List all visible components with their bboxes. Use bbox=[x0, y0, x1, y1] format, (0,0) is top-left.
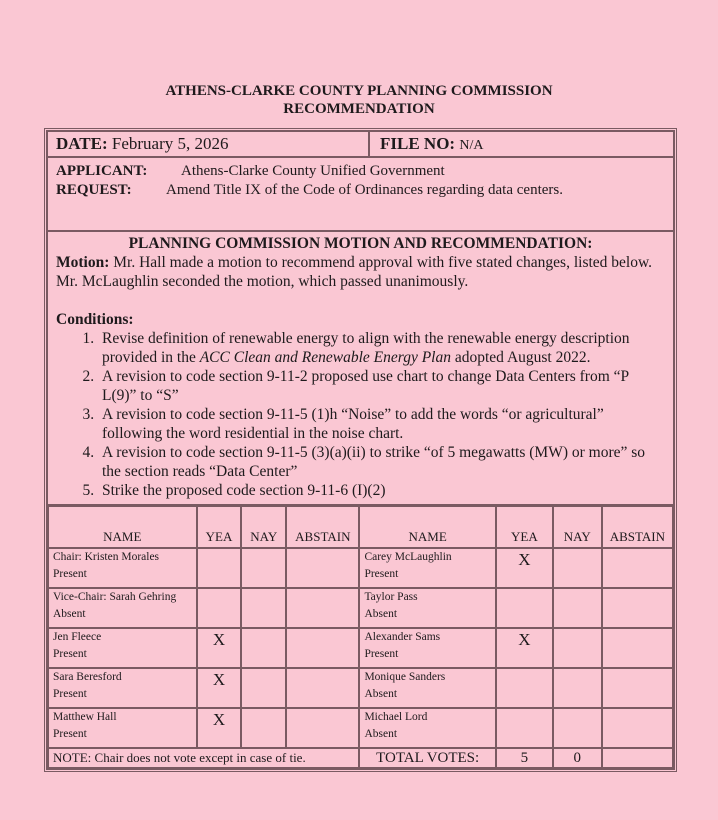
abstain-mark bbox=[602, 548, 673, 588]
member-status: Present bbox=[53, 648, 87, 660]
col-name-left: NAME bbox=[48, 506, 197, 548]
plan-title: ACC Clean and Renewable Energy Plan bbox=[199, 349, 451, 366]
condition-item bbox=[98, 405, 665, 443]
member-cell bbox=[359, 668, 495, 708]
document-title bbox=[0, 82, 718, 118]
abstain-mark bbox=[602, 668, 673, 708]
abstain-mark bbox=[286, 708, 359, 748]
yea-mark: X bbox=[197, 628, 242, 668]
member-name: Sara Beresford bbox=[53, 671, 122, 683]
vote-row bbox=[48, 628, 673, 668]
condition-item bbox=[98, 481, 665, 500]
col-abstain-left: ABSTAIN bbox=[286, 506, 359, 548]
recommendation-form bbox=[44, 128, 677, 772]
condition-text: A revision to code section 9-11-5 (1)h “Noise” to add the words “or agricultural” following the word residential in the noise chart. bbox=[102, 406, 604, 442]
yea-mark bbox=[496, 708, 553, 748]
nay-mark bbox=[553, 548, 602, 588]
member-status: Present bbox=[53, 688, 87, 700]
conditions-list bbox=[56, 329, 665, 500]
applicant-value: Athens-Clarke County Unified Government bbox=[181, 163, 445, 179]
col-abstain-right: ABSTAIN bbox=[602, 506, 673, 548]
member-name: Monique Sanders bbox=[364, 671, 446, 683]
vote-row bbox=[48, 708, 673, 748]
yea-mark: X bbox=[496, 628, 553, 668]
vote-row bbox=[48, 548, 673, 588]
motion-heading: PLANNING COMMISSION MOTION AND RECOMMENDATION: bbox=[128, 235, 593, 252]
vote-table bbox=[48, 506, 673, 768]
header-row bbox=[48, 132, 673, 158]
abstain-mark bbox=[602, 708, 673, 748]
file-no-value: N/A bbox=[459, 138, 484, 153]
member-name: Alexander Sams bbox=[364, 631, 441, 643]
yea-mark bbox=[197, 588, 242, 628]
member-name: Chair: Kristen Morales bbox=[53, 551, 160, 563]
file-no-label: FILE NO: bbox=[380, 134, 456, 153]
yea-mark: X bbox=[197, 668, 242, 708]
title-line-1: ATHENS-CLARKE COUNTY PLANNING COMMISSION bbox=[165, 83, 553, 99]
member-cell bbox=[48, 668, 197, 708]
member-cell bbox=[48, 548, 197, 588]
member-cell bbox=[359, 708, 495, 748]
col-yea-right: YEA bbox=[496, 506, 553, 548]
chair-note: NOTE: Chair does not vote except in case of tie. bbox=[48, 748, 359, 768]
conditions-label: Conditions: bbox=[56, 311, 134, 328]
abstain-mark bbox=[602, 628, 673, 668]
nay-mark bbox=[241, 668, 286, 708]
member-status: Present bbox=[53, 568, 87, 580]
member-status: Present bbox=[53, 728, 87, 740]
member-cell bbox=[48, 588, 197, 628]
abstain-mark bbox=[286, 588, 359, 628]
condition-text: A revision to code section 9-11-2 proposed use chart to change Data Centers from “P L(9)” to “S” bbox=[102, 368, 629, 404]
nay-mark bbox=[241, 708, 286, 748]
nay-mark bbox=[241, 548, 286, 588]
date-cell bbox=[48, 132, 370, 156]
title-line-2: RECOMMENDATION bbox=[283, 101, 435, 117]
member-name: Vice-Chair: Sarah Gehring bbox=[53, 591, 177, 603]
member-status: Present bbox=[364, 568, 399, 580]
total-nay: 0 bbox=[553, 748, 602, 768]
vote-row bbox=[48, 668, 673, 708]
member-status: Absent bbox=[53, 608, 86, 620]
abstain-mark bbox=[286, 548, 359, 588]
member-name: Taylor Pass bbox=[364, 591, 418, 603]
col-nay-right: NAY bbox=[553, 506, 602, 548]
total-yea: 5 bbox=[496, 748, 553, 768]
member-status: Absent bbox=[364, 728, 398, 740]
member-name: Jen Fleece bbox=[53, 631, 102, 643]
member-cell bbox=[48, 628, 197, 668]
total-abstain bbox=[602, 748, 673, 768]
date-value: February 5, 2026 bbox=[111, 134, 229, 153]
yea-mark: X bbox=[197, 708, 242, 748]
request-value: Amend Title IX of the Code of Ordinances regarding data centers. bbox=[166, 182, 563, 198]
nay-mark bbox=[553, 708, 602, 748]
condition-text: Revise definition of renewable energy to align with the renewable energy description provided in the bbox=[102, 330, 630, 366]
col-nay-left: NAY bbox=[241, 506, 286, 548]
condition-item bbox=[98, 367, 665, 405]
condition-text: A revision to code section 9-11-5 (3)(a)(ii) to strike “of 5 megawatts (MW) or more” so the section reads “Data Center” bbox=[102, 444, 646, 480]
member-cell bbox=[359, 628, 495, 668]
condition-text-end: adopted August 2022. bbox=[450, 349, 591, 366]
yea-mark bbox=[197, 548, 242, 588]
yea-mark: X bbox=[496, 548, 553, 588]
condition-item bbox=[98, 329, 665, 367]
nay-mark bbox=[553, 628, 602, 668]
abstain-mark bbox=[286, 668, 359, 708]
col-name-right: NAME bbox=[359, 506, 495, 548]
motion-label: Motion: bbox=[56, 254, 110, 271]
member-name: Matthew Hall bbox=[53, 711, 117, 723]
motion-text: Mr. Hall made a motion to recommend approval with five stated changes, listed below. Mr. McLaughlin seconded the motion, which passed unanimously. bbox=[56, 254, 653, 290]
nay-mark bbox=[241, 588, 286, 628]
abstain-mark bbox=[602, 588, 673, 628]
nay-mark bbox=[553, 668, 602, 708]
vote-row bbox=[48, 588, 673, 628]
condition-text: Strike the proposed code section 9-11-6 (I)(2) bbox=[102, 482, 386, 499]
nay-mark bbox=[241, 628, 286, 668]
member-status: Present bbox=[364, 648, 399, 660]
member-cell bbox=[48, 708, 197, 748]
motion-section bbox=[48, 232, 673, 506]
request-section bbox=[48, 158, 673, 232]
motion-paragraph bbox=[56, 253, 665, 291]
member-name: Carey McLaughlin bbox=[364, 551, 452, 563]
date-label: DATE: bbox=[56, 134, 108, 153]
member-status: Absent bbox=[364, 688, 398, 700]
member-cell bbox=[359, 548, 495, 588]
vote-table-header bbox=[48, 506, 673, 548]
yea-mark bbox=[496, 668, 553, 708]
yea-mark bbox=[496, 588, 553, 628]
col-yea-left: YEA bbox=[197, 506, 242, 548]
condition-item bbox=[98, 443, 665, 481]
member-name: Michael Lord bbox=[364, 711, 428, 723]
member-status: Absent bbox=[364, 608, 398, 620]
request-label: REQUEST: bbox=[56, 182, 132, 198]
total-votes-label: TOTAL VOTES: bbox=[359, 748, 495, 768]
vote-total-row bbox=[48, 748, 673, 768]
file-no-cell bbox=[370, 132, 673, 156]
member-cell bbox=[359, 588, 495, 628]
applicant-label: APPLICANT: bbox=[56, 163, 148, 179]
abstain-mark bbox=[286, 628, 359, 668]
nay-mark bbox=[553, 588, 602, 628]
